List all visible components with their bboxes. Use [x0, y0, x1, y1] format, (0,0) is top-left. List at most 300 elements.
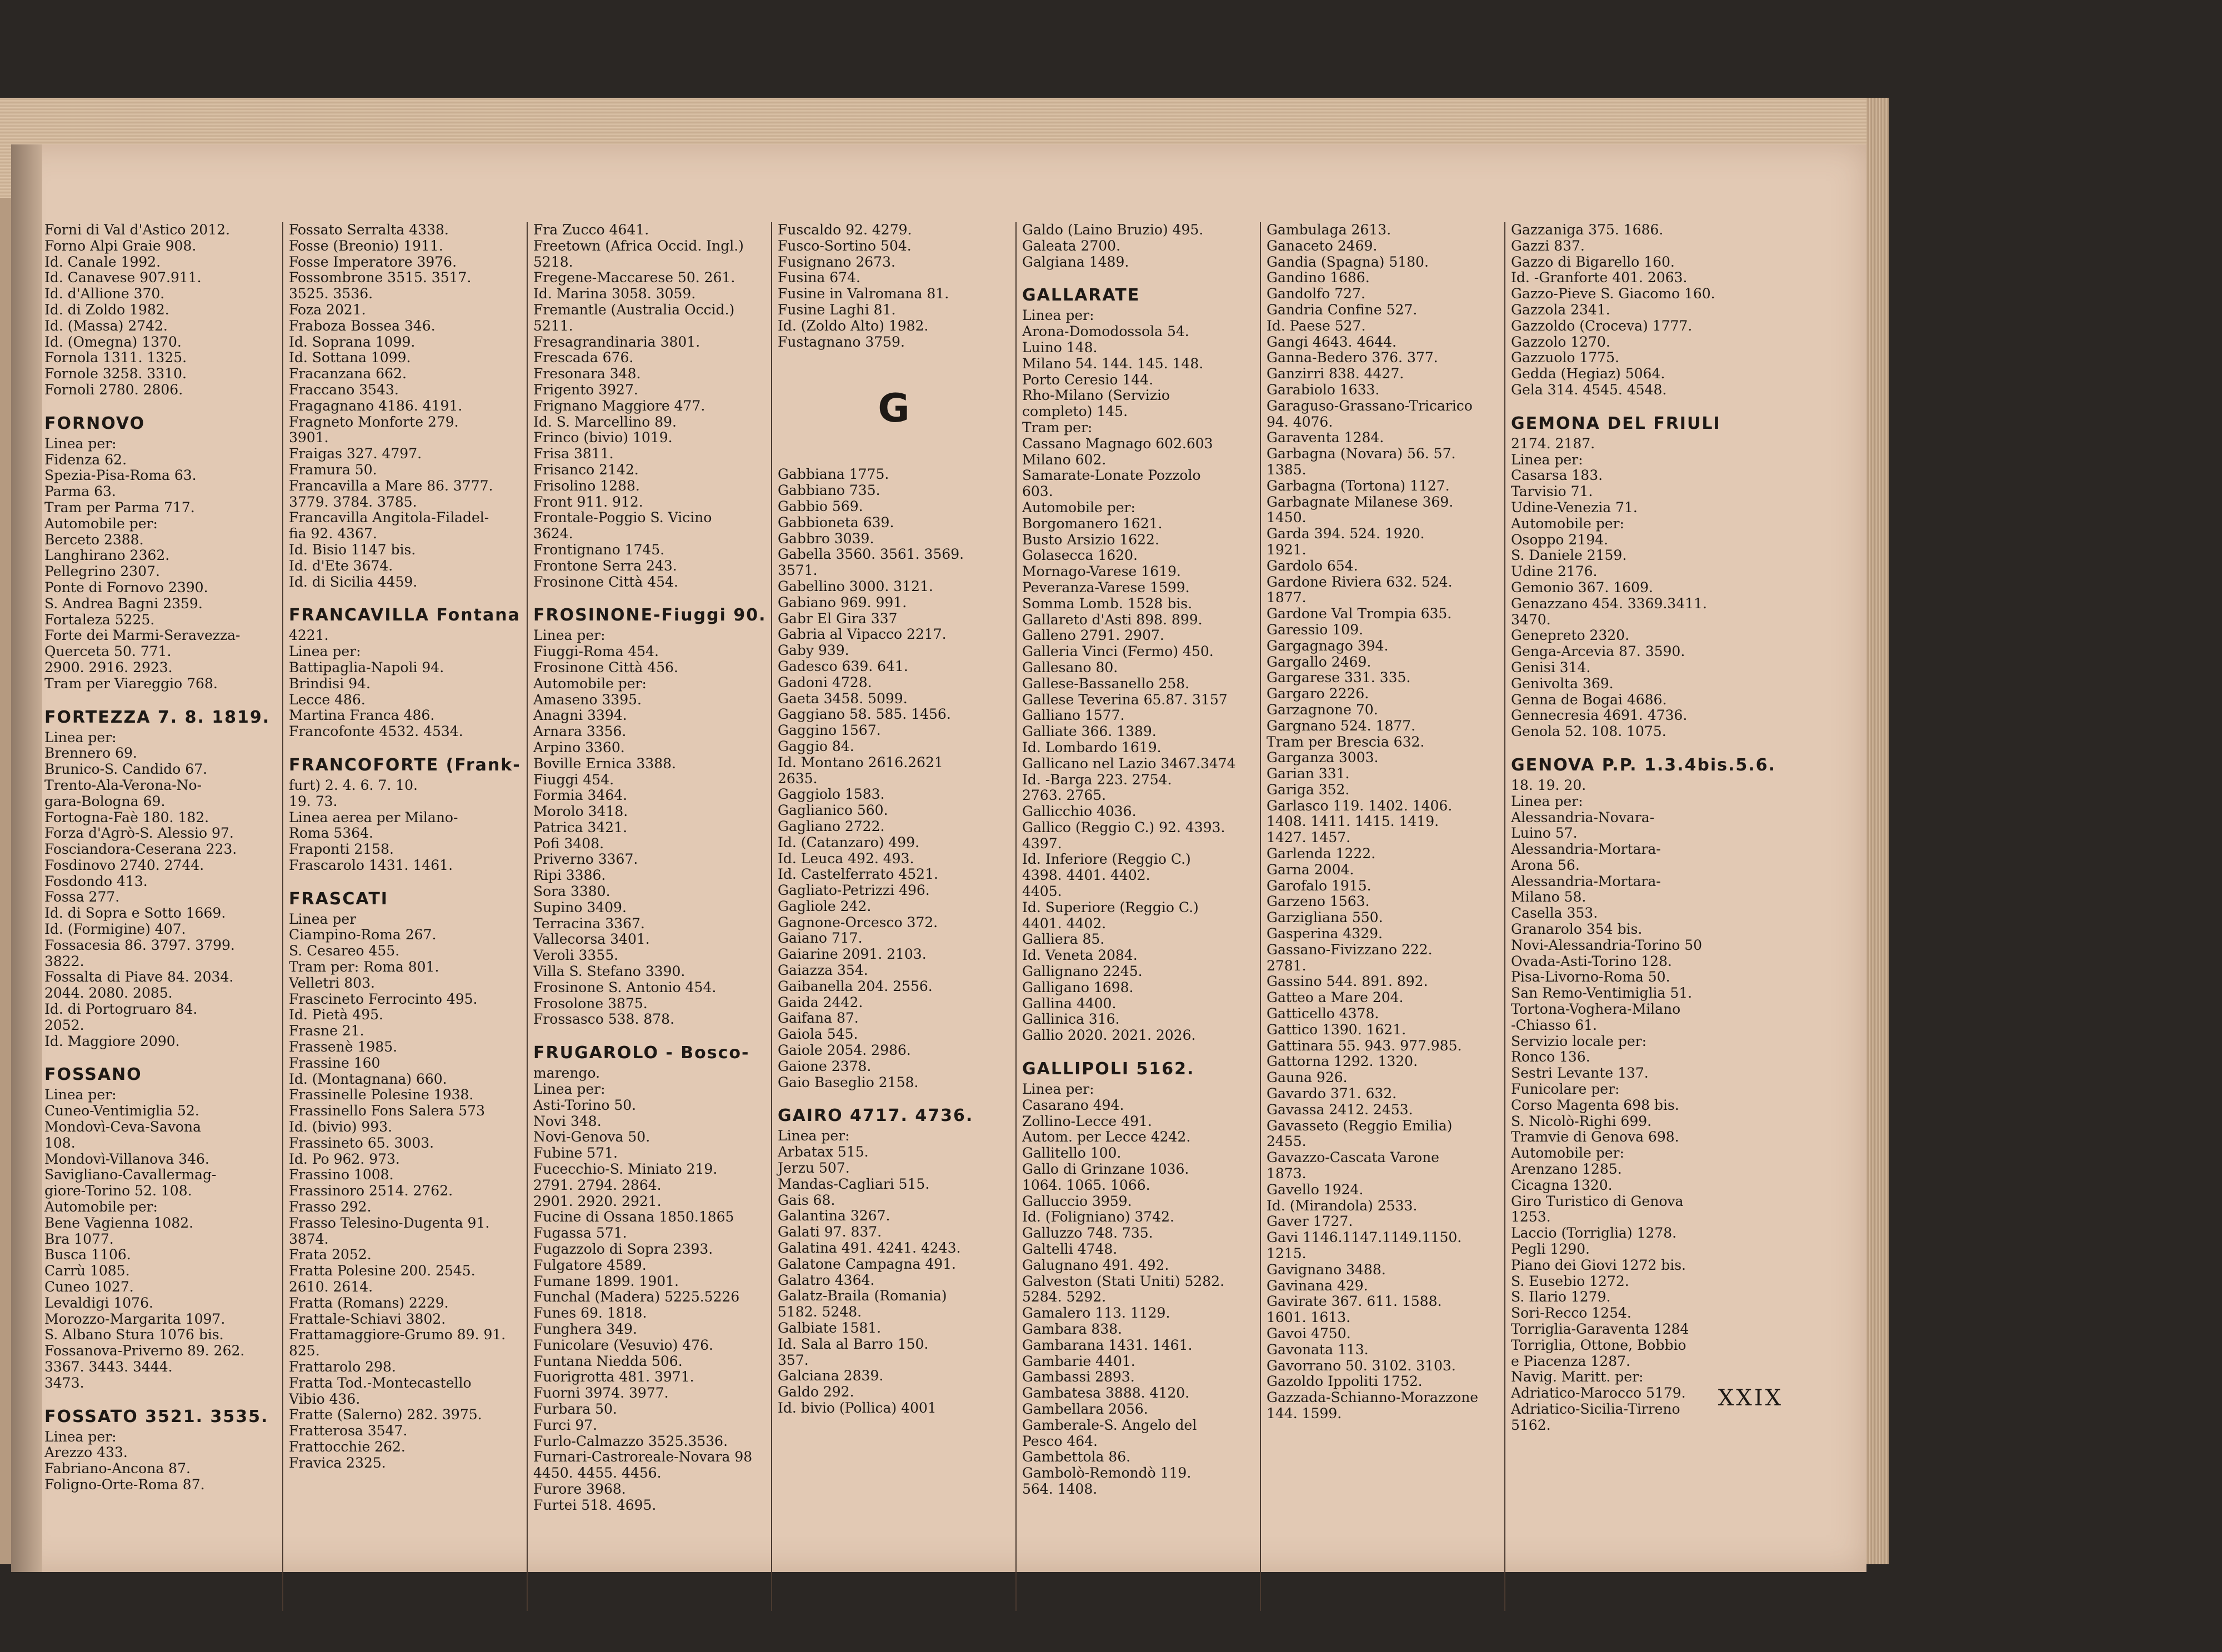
index-entry: Galatina 491. 4241. 4243.	[778, 1240, 961, 1256]
index-entry: Genisi 314.	[1511, 659, 1591, 675]
index-entry: Mornago-Varese 1619.	[1022, 563, 1181, 580]
section-heading: FRUGAROLO - Bosco-	[533, 1043, 750, 1063]
section-heading: FRANCAVILLA Fontana	[289, 605, 521, 625]
index-entry: Gallese Teverina 65.87. 3157	[1022, 691, 1228, 708]
index-entry: Fosciandora-Ceserana 223.	[44, 841, 237, 858]
index-entry: Fornola 1311. 1325.	[44, 349, 187, 366]
index-entry: Gaeta 3458. 5099.	[778, 690, 908, 707]
index-entry: Funchal (Madera) 5225.5226	[533, 1289, 740, 1305]
index-entry: 1064. 1065. 1066.	[1022, 1177, 1150, 1193]
index-entry: Fresonara 348.	[533, 366, 641, 382]
index-entry: Pisa-Livorno-Roma 50.	[1511, 969, 1670, 985]
index-entry: 2900. 2916. 2923.	[44, 659, 173, 675]
index-entry: 1427. 1457.	[1267, 829, 1351, 846]
index-entry: Lecce 486.	[289, 691, 366, 708]
index-entry: Garbagnate Milanese 369.	[1267, 493, 1454, 510]
index-entry: Gedda (Hegiaz) 5064.	[1511, 366, 1665, 382]
index-entry: Id. (bivio) 993.	[289, 1119, 393, 1135]
index-entry: Gaglianico 560.	[778, 802, 888, 819]
index-entry: Gandino 1686.	[1267, 269, 1370, 286]
index-entry: Frattale-Schiavi 3802.	[289, 1310, 446, 1327]
index-entry: 2044. 2080. 2085.	[44, 985, 173, 1002]
index-entry: 1215.	[1267, 1245, 1307, 1261]
index-entry: 4397.	[1022, 835, 1062, 852]
index-entry: Genga-Arcevia 87. 3590.	[1511, 643, 1685, 660]
index-entry: -Chiasso 61.	[1511, 1017, 1597, 1033]
index-entry: Golasecca 1620.	[1022, 547, 1138, 564]
index-entry: 1921.	[1267, 541, 1307, 558]
index-entry: Sora 3380.	[533, 883, 610, 900]
index-entry: Gambulaga 2613.	[1267, 222, 1392, 238]
index-entry: 3470.	[1511, 611, 1551, 628]
index-entry: Gaggiolo 1583.	[778, 786, 885, 803]
index-entry: Somma Lomb. 1528 bis.	[1022, 595, 1193, 612]
index-entry: Berceto 2388.	[44, 531, 144, 548]
index-entry: Gennecresia 4691. 4736.	[1511, 707, 1688, 724]
index-entry: Autom. per Lecce 4242.	[1022, 1129, 1191, 1145]
index-entry: Francavilla Angitola-Filadel-	[289, 509, 489, 526]
index-entry: Fulgatore 4589.	[533, 1256, 647, 1273]
index-entry: Gallitello 100.	[1022, 1145, 1122, 1162]
index-entry: Gagliano 2722.	[778, 818, 885, 834]
index-entry: Fusignano 2673.	[778, 253, 895, 270]
index-entry: Gargnano 524. 1877.	[1267, 717, 1416, 734]
index-entry: Gargallo 2469.	[1267, 653, 1372, 670]
index-entry: Alessandria-Novara-	[1511, 809, 1655, 825]
index-entry: Luino 57.	[1511, 825, 1578, 842]
index-entry: Garlasco 119. 1402. 1406.	[1267, 797, 1453, 814]
index-entry: Galveston (Stati Uniti) 5282.	[1022, 1273, 1225, 1289]
index-entry: Cuneo 1027.	[44, 1279, 134, 1295]
index-entry: Arpino 3360.	[533, 739, 625, 755]
index-entry: Galliano 1577.	[1022, 707, 1125, 724]
index-entry: Id. Lombardo 1619.	[1022, 739, 1162, 755]
index-entry: 2174. 2187.	[1511, 435, 1595, 452]
index-entry: Gagnone-Orcesco 372.	[778, 914, 938, 930]
index-entry: Levaldigi 1076.	[44, 1294, 153, 1311]
index-entry: Adriatico-Marocco 5179.	[1511, 1385, 1686, 1401]
index-entry: Frosolone 3875.	[533, 995, 648, 1012]
index-entry: Funtana Niedda 506.	[533, 1353, 683, 1369]
index-entry: Casarano 494.	[1022, 1097, 1124, 1113]
index-entry: Gabiano 969. 991.	[778, 594, 907, 610]
index-entry: Galluzzo 748. 735.	[1022, 1225, 1153, 1241]
index-entry: Gavignano 3488.	[1267, 1261, 1386, 1278]
index-entry: Battipaglia-Napoli 94.	[289, 659, 444, 675]
index-entry: Furnari-Castroreale-Novara 98	[533, 1449, 753, 1465]
index-entry: Gallicchio 4036.	[1022, 803, 1137, 820]
index-entry: Frattarolo 298.	[289, 1359, 396, 1375]
index-entry: Ganna-Bedero 376. 377.	[1267, 349, 1438, 366]
index-entry: Gambarie 4401.	[1022, 1353, 1135, 1369]
page	[11, 144, 1866, 1572]
index-entry: Fossanova-Priverno 89. 262.	[44, 1343, 245, 1359]
index-entry: Gazzaniga 375. 1686.	[1511, 222, 1664, 238]
index-entry: Linea per:	[44, 435, 117, 452]
index-entry: 564. 1408.	[1022, 1480, 1098, 1497]
index-entry: Gandolfo 727.	[1267, 286, 1365, 302]
index-entry: Fossacesia 86. 3797. 3799.	[44, 937, 235, 953]
index-entry: Gargaro 2226.	[1267, 685, 1369, 702]
index-entry: Gattinara 55. 943. 977.985.	[1267, 1037, 1462, 1054]
index-entry: Frasne 21.	[289, 1023, 364, 1039]
index-entry: Tortona-Voghera-Milano	[1511, 1001, 1681, 1018]
index-entry: Fresagrandinaria 3801.	[533, 333, 700, 350]
index-entry: Fravica 2325.	[289, 1454, 386, 1471]
index-entry: Galdo 292.	[778, 1384, 854, 1400]
index-entry: completo) 145.	[1022, 403, 1128, 420]
index-entry: Gassino 544. 891. 892.	[1267, 973, 1428, 990]
index-entry: Ovada-Asti-Torino 128.	[1511, 953, 1672, 969]
index-entry: Francofonte 4532. 4534.	[289, 723, 463, 740]
index-entry: furt) 2. 4. 6. 7. 10.	[289, 777, 418, 793]
index-entry: Frignano Maggiore 477.	[533, 397, 705, 414]
index-entry: Forza d'Agrò-S. Alessio 97.	[44, 825, 234, 842]
index-entry: Gazzi 837.	[1511, 237, 1585, 254]
index-entry: 1450.	[1267, 509, 1307, 526]
index-entry: Adriatico-Sicilia-Tirreno	[1511, 1400, 1680, 1417]
index-entry: marengo.	[533, 1065, 600, 1082]
index-column-5	[1017, 222, 1261, 1611]
index-entry: Id. Bisio 1147 bis.	[289, 541, 416, 558]
index-entry: Sestri Levante 137.	[1511, 1065, 1649, 1082]
index-entry: Fucine di Ossana 1850.1865	[533, 1209, 734, 1225]
index-entry: Gallareto d'Asti 898. 899.	[1022, 611, 1203, 628]
index-entry: Gavonata 113.	[1267, 1341, 1369, 1358]
index-entry: Garda 394. 524. 1920.	[1267, 525, 1425, 542]
index-entry: Gabbiana 1775.	[778, 466, 889, 483]
letter-heading: G	[878, 386, 910, 432]
index-entry: Patrica 3421.	[533, 819, 628, 835]
index-entry: Furore 3968.	[533, 1480, 626, 1497]
section-heading: GAIRO 4717. 4736.	[778, 1106, 974, 1126]
index-entry: Frasso Telesino-Dugenta 91.	[289, 1214, 490, 1231]
index-entry: Milano 54. 144. 145. 148.	[1022, 355, 1204, 372]
index-entry: Garzagnone 70.	[1267, 701, 1378, 718]
index-entry: Boville Ernica 3388.	[533, 755, 676, 772]
index-entry: Fraboza Bossea 346.	[289, 317, 436, 334]
index-entry: Gasperina 4329.	[1267, 925, 1383, 942]
index-entry: 5218.	[533, 253, 573, 270]
index-entry: Fusine Laghi 81.	[778, 301, 896, 318]
index-entry: Fornole 3258. 3310.	[44, 366, 187, 382]
index-entry: Linea per:	[533, 1081, 605, 1098]
index-entry: Spezia-Pisa-Roma 63.	[44, 467, 197, 484]
index-entry: Freetown (Africa Occid. Ingl.)	[533, 237, 744, 254]
index-entry: Gaggio 84.	[778, 738, 854, 754]
index-entry: Tarvisio 71.	[1511, 483, 1593, 500]
index-entry: Gavasseto (Reggio Emilia)	[1267, 1117, 1453, 1134]
index-entry: Id. di Zoldo 1982.	[44, 301, 169, 318]
index-entry: Fusco-Sortino 504.	[778, 237, 912, 254]
index-entry: Fracanzana 662.	[289, 366, 407, 382]
section-heading: FOSSANO	[44, 1065, 142, 1085]
index-entry: Linea per:	[1022, 307, 1094, 324]
index-entry: 2781.	[1267, 957, 1307, 974]
index-entry: 5211.	[533, 317, 573, 334]
index-entry: 603.	[1022, 483, 1053, 500]
index-entry: Fra Zucco 4641.	[533, 222, 649, 238]
index-entry: 357.	[778, 1351, 809, 1368]
index-entry: Automobile per:	[1022, 499, 1135, 515]
index-entry: Corso Magenta 698 bis.	[1511, 1097, 1679, 1113]
index-entry: Morozzo-Margarita 1097.	[44, 1310, 226, 1327]
index-entry: Fortaleza 5225.	[44, 611, 155, 628]
index-entry: Giro Turistico di Genova	[1511, 1193, 1684, 1209]
index-entry: 2052.	[44, 1017, 84, 1033]
index-entry: Furci 97.	[533, 1416, 598, 1433]
index-entry: Genivolta 369.	[1511, 675, 1614, 692]
index-entry: Frosinone Città 454.	[533, 573, 678, 590]
index-entry: Anagni 3394.	[533, 707, 627, 724]
index-entry: Frascineto Ferrocinto 495.	[289, 990, 478, 1007]
index-entry: Gargagnago 394.	[1267, 637, 1389, 654]
index-entry: Id. d'Ete 3674.	[289, 557, 393, 574]
index-entry: Asti-Torino 50.	[533, 1097, 637, 1113]
index-entry: Gavello 1924.	[1267, 1181, 1364, 1198]
index-entry: Galciana 2839.	[778, 1368, 884, 1384]
index-entry: Peveranza-Varese 1599.	[1022, 579, 1190, 595]
index-entry: 18. 19. 20.	[1511, 777, 1587, 793]
index-entry: Galantina 3267.	[778, 1208, 890, 1224]
index-entry: 3779. 3784. 3785.	[289, 493, 417, 510]
index-entry: Id. Marina 3058. 3059.	[533, 286, 696, 302]
index-entry: Linea per:	[1511, 451, 1583, 468]
index-entry: Gabbio 569.	[778, 498, 863, 514]
index-entry: Jerzu 507.	[778, 1160, 850, 1177]
index-entry: Framura 50.	[289, 461, 377, 478]
index-entry: Galgiana 1489.	[1022, 253, 1129, 270]
index-entry: Fraponti 2158.	[289, 841, 394, 858]
index-entry: e Piacenza 1287.	[1511, 1353, 1630, 1369]
index-entry: Id. Maggiore 2090.	[44, 1033, 180, 1049]
index-entry: Laccio (Torriglia) 1278.	[1511, 1225, 1677, 1241]
index-entry: Alessandria-Mortara-	[1511, 841, 1661, 858]
index-entry: Gaida 2442.	[778, 994, 863, 1010]
index-entry: Ciampino-Roma 267.	[289, 927, 437, 943]
index-entry: Fubine 571.	[533, 1145, 618, 1162]
index-entry: Novi-Genova 50.	[533, 1129, 650, 1145]
index-entry: 144. 1599.	[1267, 1405, 1342, 1421]
index-entry: Gaiano 717.	[778, 930, 863, 947]
index-entry: Id. Montano 2616.2621	[778, 754, 943, 770]
index-entry: Gaggiano 58. 585. 1456.	[778, 706, 951, 723]
section-heading: FRASCATI	[289, 889, 388, 909]
index-entry: Frossasco 538. 878.	[533, 1011, 675, 1028]
index-entry: Gallese-Bassanello 258.	[1022, 675, 1190, 692]
index-entry: Garofalo 1915.	[1267, 877, 1372, 894]
index-entry: Garzigliana 550.	[1267, 909, 1383, 926]
index-entry: Frisa 3811.	[533, 445, 614, 462]
index-entry: Brunico-S. Candido 67.	[44, 761, 208, 778]
index-entry: Galdo (Laino Bruzio) 495.	[1022, 222, 1204, 238]
index-entry: Gallignano 2245.	[1022, 963, 1143, 980]
index-entry: Id. Leuca 492. 493.	[778, 850, 914, 867]
index-entry: Brindisi 94.	[289, 675, 371, 692]
index-entry: Fustagnano 3759.	[778, 333, 905, 350]
index-entry: Gaibanella 204. 2556.	[778, 978, 933, 994]
section-heading: GALLIPOLI 5162.	[1022, 1059, 1195, 1079]
index-entry: 3624.	[533, 525, 573, 542]
index-entry: Bra 1077.	[44, 1230, 114, 1247]
index-entry: Front 911. 912.	[533, 493, 643, 510]
index-entry: Garabiolo 1633.	[1267, 381, 1380, 398]
index-entry: Linea per:	[1511, 793, 1583, 809]
index-entry: 5182. 5248.	[778, 1304, 862, 1320]
index-entry: Galatro 4364.	[778, 1271, 875, 1288]
index-entry: Id. S. Marcellino 89.	[533, 413, 677, 430]
index-entry: Casarsa 183.	[1511, 467, 1603, 484]
index-entry: Gadoni 4728.	[778, 674, 872, 690]
index-entry: Alessandria-Mortara-	[1511, 873, 1661, 889]
index-entry: 108.	[44, 1134, 76, 1151]
index-entry: Gaiole 2054. 2986.	[778, 1042, 911, 1059]
index-entry: Udine-Venezia 71.	[1511, 499, 1638, 515]
index-entry: Tram per Viareggio 768.	[44, 675, 218, 692]
index-entry: Id. Sottana 1099.	[289, 349, 411, 366]
index-entry: 4221.	[289, 627, 329, 644]
index-entry: 3901.	[289, 429, 329, 446]
index-entry: S. Eusebio 1272.	[1511, 1273, 1629, 1289]
index-entry: Mondovì-Ceva-Savona	[44, 1119, 201, 1135]
index-entry: Gamalero 113. 1129.	[1022, 1305, 1170, 1321]
section-heading: FRANCOFORTE (Frank-	[289, 755, 521, 775]
index-entry: Gazoldo Ippoliti 1752.	[1267, 1373, 1423, 1390]
index-entry: Galatone Campagna 491.	[778, 1255, 956, 1272]
index-entry: Zollino-Lecce 491.	[1022, 1113, 1152, 1129]
index-entry: Langhirano 2362.	[44, 547, 170, 564]
index-entry: Gattorna 1292. 1320.	[1267, 1053, 1418, 1070]
index-entry: Gaio Baseglio 2158.	[778, 1074, 919, 1090]
index-entry: Gardone Val Trompia 635.	[1267, 605, 1452, 622]
index-entry: Fossa 277.	[44, 889, 120, 905]
index-entry: Gambassi 2893.	[1022, 1369, 1135, 1385]
index-entry: Gambolò-Remondò 119.	[1022, 1465, 1192, 1481]
index-entry: Querceta 50. 771.	[44, 643, 172, 660]
index-entry: Gazzo-Pieve S. Giacomo 160.	[1511, 286, 1715, 302]
index-entry: Trento-Ala-Verona-No-	[44, 777, 202, 793]
index-entry: Id. di Portogruaro 84.	[44, 1001, 198, 1018]
index-entry: Fossalta di Piave 84. 2034.	[44, 969, 234, 985]
index-entry: Priverno 3367.	[533, 851, 638, 868]
index-entry: Gaiola 545.	[778, 1026, 858, 1043]
index-entry: Frosinone S. Antonio 454.	[533, 979, 717, 995]
index-entry: S. Nicolò-Righi 699.	[1511, 1113, 1652, 1129]
index-entry: S. Albano Stura 1076 bis.	[44, 1326, 224, 1343]
index-entry: Arona-Domodossola 54.	[1022, 323, 1189, 340]
index-entry: Busca 1106.	[44, 1246, 131, 1263]
index-entry: Gandia (Spagna) 5180.	[1267, 253, 1429, 270]
index-entry: Automobile per:	[1511, 1145, 1624, 1162]
index-entry: Gardone Riviera 632. 524.	[1267, 573, 1453, 590]
index-entry: Frontale-Poggio S. Vicino	[533, 509, 712, 526]
index-entry: Roma 5364.	[289, 825, 374, 842]
index-entry: Gazzolo 1270.	[1511, 333, 1610, 350]
index-entry: 3473.	[44, 1374, 84, 1391]
index-entry: Fortogna-Faè 180. 182.	[44, 809, 209, 825]
index-entry: Frassinelle Polesine 1938.	[289, 1087, 474, 1103]
index-entry: S. Ilario 1279.	[1511, 1289, 1611, 1305]
index-entry: Garna 2004.	[1267, 861, 1354, 878]
index-entry: 4398. 4401. 4402.	[1022, 867, 1150, 884]
index-entry: Frassinello Fons Salera 573	[289, 1103, 485, 1119]
index-entry: Fornoli 2780. 2806.	[44, 381, 183, 398]
index-entry: Id. (Mirandola) 2533.	[1267, 1197, 1418, 1214]
index-entry: Id. Pietà 495.	[289, 1007, 383, 1023]
index-entry: 3822.	[44, 953, 84, 969]
index-entry: Gassano-Fivizzano 222.	[1267, 941, 1433, 958]
index-entry: Fremantle (Australia Occid.)	[533, 301, 735, 318]
index-entry: Gallinica 316.	[1022, 1011, 1120, 1028]
index-entry: Fuorni 3974. 3977.	[533, 1385, 669, 1401]
index-entry: Gaiazza 354.	[778, 962, 868, 979]
index-entry: Id. -Granforte 401. 2063.	[1511, 269, 1688, 286]
index-entry: Gavazzo-Cascata Varone	[1267, 1149, 1439, 1166]
index-entry: Cicagna 1320.	[1511, 1177, 1613, 1193]
index-entry: Garganza 3003.	[1267, 749, 1379, 766]
index-entry: Linea per:	[533, 627, 605, 644]
index-entry: Frasso 292.	[289, 1199, 372, 1215]
index-entry: Fraigas 327. 4797.	[289, 445, 422, 462]
index-entry: Foza 2021.	[289, 301, 366, 318]
index-entry: Porto Ceresio 144.	[1022, 371, 1154, 388]
index-entry: Galeata 2700.	[1022, 237, 1121, 254]
index-entry: 2635.	[778, 770, 818, 787]
index-entry: Id. Sala al Barro 150.	[778, 1335, 929, 1352]
index-entry: Gais 68.	[778, 1192, 835, 1208]
index-entry: Genna de Bogai 4686.	[1511, 691, 1667, 708]
index-entry: Automobile per:	[533, 675, 647, 692]
index-entry: Terracina 3367.	[533, 915, 645, 932]
index-entry: 2763. 2765.	[1022, 787, 1107, 804]
index-entry: Id. Po 962. 973.	[289, 1150, 400, 1167]
index-entry: Luino 148.	[1022, 339, 1098, 356]
index-entry: Furtei 518. 4695.	[533, 1496, 657, 1513]
index-entry: Automobile per:	[44, 1199, 158, 1215]
index-entry: 3571.	[778, 562, 818, 579]
index-entry: Udine 2176.	[1511, 563, 1598, 580]
index-entry: Gangi 4643. 4644.	[1267, 333, 1397, 350]
index-entry: Id. (Catanzaro) 499.	[778, 834, 920, 850]
index-entry: Gavinana 429.	[1267, 1277, 1368, 1294]
index-entry: Pegli 1290.	[1511, 1241, 1590, 1258]
index-entry: 5162.	[1511, 1416, 1551, 1433]
index-entry: Garbagna (Tortona) 1127.	[1267, 477, 1450, 494]
index-column-6	[1261, 222, 1505, 1611]
index-entry: Frassineto 65. 3003.	[289, 1134, 434, 1151]
index-entry: Gambarana 1431. 1461.	[1022, 1336, 1193, 1353]
index-entry: Arenzano 1285.	[1511, 1161, 1622, 1178]
index-entry: Id. Canale 1992.	[44, 253, 161, 270]
index-entry: Gaggino 1567.	[778, 722, 881, 739]
index-entry: Gabella 3560. 3561. 3569.	[778, 546, 964, 563]
index-entry: S. Cesareo 455.	[289, 943, 400, 959]
index-entry: Frescada 676.	[533, 349, 634, 366]
index-entry: Gaby 939.	[778, 642, 849, 659]
index-entry: Galligano 1698.	[1022, 979, 1134, 995]
index-entry: Gela 314. 4545. 4548.	[1511, 381, 1667, 398]
index-entry: Id. Inferiore (Reggio C.)	[1022, 851, 1191, 868]
index-entry: Busto Arsizio 1622.	[1022, 531, 1159, 548]
index-entry: Rho-Milano (Servizio	[1022, 387, 1170, 404]
index-entry: Frigento 3927.	[533, 381, 638, 398]
index-entry: Frassine 160	[289, 1054, 381, 1071]
index-column-1	[39, 222, 283, 1611]
index-entry: Id. Paese 527.	[1267, 317, 1366, 334]
index-entry: Tram per Parma 717.	[44, 499, 195, 515]
index-entry: Fosdinovo 2740. 2744.	[44, 857, 204, 873]
index-entry: 1253.	[1511, 1209, 1551, 1225]
